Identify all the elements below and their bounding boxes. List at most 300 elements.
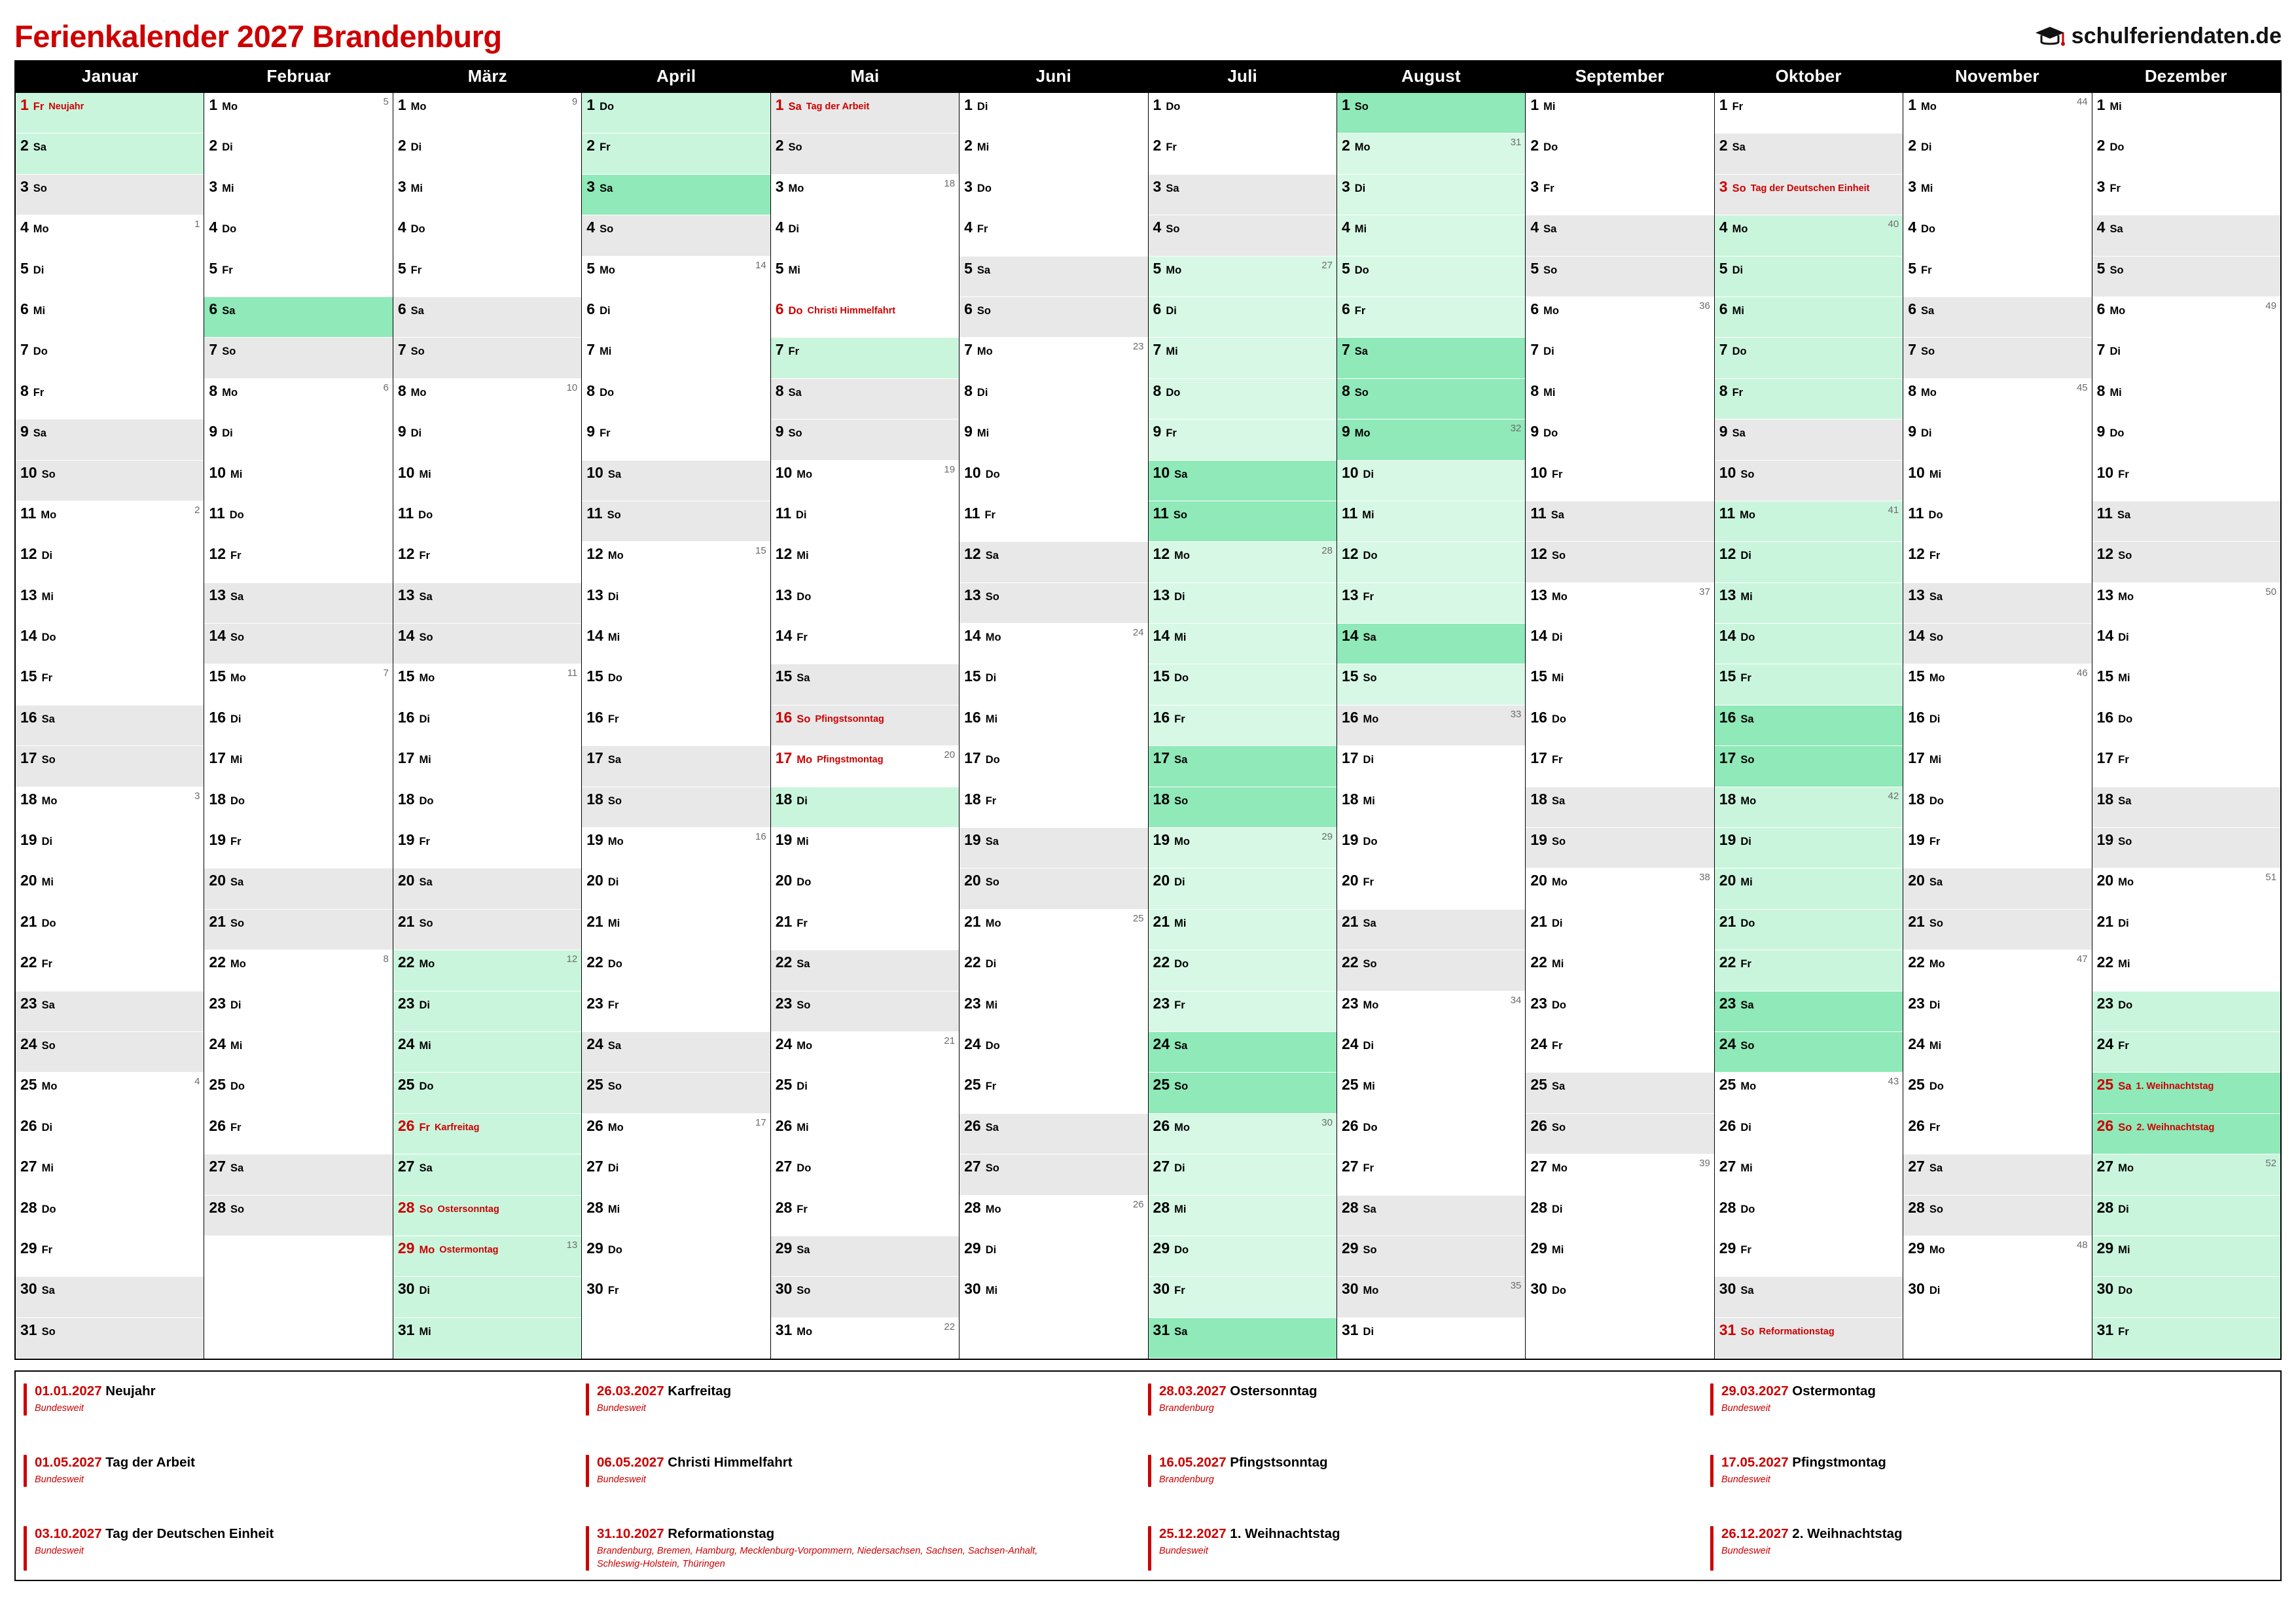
day-cell[interactable]: [2092, 1114, 2280, 1154]
day-cell[interactable]: [2092, 1277, 2280, 1317]
day-cell[interactable]: [393, 175, 581, 215]
day-cell[interactable]: [16, 1318, 204, 1359]
day-cell[interactable]: [2092, 461, 2280, 501]
day-cell[interactable]: [1715, 664, 1903, 705]
day-cell[interactable]: [960, 1277, 1147, 1317]
day-cell[interactable]: [1715, 1073, 1903, 1113]
day-cell[interactable]: [204, 134, 392, 174]
day-cell[interactable]: [582, 419, 770, 460]
day-cell[interactable]: [393, 419, 581, 460]
day-cell[interactable]: [582, 746, 770, 787]
day-cell[interactable]: [1337, 1114, 1525, 1154]
day-cell[interactable]: [771, 175, 959, 215]
day-cell[interactable]: [1715, 93, 1903, 134]
day-cell[interactable]: [16, 950, 204, 991]
day-cell[interactable]: [1526, 419, 1713, 460]
day-cell[interactable]: [393, 338, 581, 378]
day-cell[interactable]: [960, 175, 1147, 215]
day-cell[interactable]: [1149, 1236, 1336, 1277]
day-cell[interactable]: [16, 583, 204, 624]
day-cell[interactable]: [1715, 1032, 1903, 1073]
day-cell[interactable]: [2092, 746, 2280, 787]
day-cell[interactable]: [204, 705, 392, 746]
day-cell[interactable]: [16, 297, 204, 338]
day-cell[interactable]: [1903, 828, 2091, 868]
day-cell[interactable]: [1337, 950, 1525, 991]
day-cell[interactable]: [1903, 175, 2091, 215]
day-cell[interactable]: [16, 542, 204, 582]
day-cell[interactable]: [960, 1073, 1147, 1113]
day-cell[interactable]: [1337, 501, 1525, 542]
day-cell[interactable]: [393, 542, 581, 582]
day-cell[interactable]: [771, 257, 959, 297]
day-cell[interactable]: [1715, 1154, 1903, 1195]
day-cell[interactable]: [1715, 215, 1903, 256]
day-cell[interactable]: [1337, 910, 1525, 950]
day-cell[interactable]: [1149, 950, 1336, 991]
day-cell[interactable]: [582, 501, 770, 542]
day-cell[interactable]: [960, 1236, 1147, 1277]
day-cell[interactable]: [393, 1114, 581, 1154]
day-cell[interactable]: [771, 461, 959, 501]
day-cell[interactable]: [393, 583, 581, 624]
day-cell[interactable]: [1337, 787, 1525, 828]
day-cell[interactable]: [204, 1114, 392, 1154]
day-cell[interactable]: [204, 501, 392, 542]
day-cell[interactable]: [2092, 419, 2280, 460]
day-cell[interactable]: [204, 419, 392, 460]
day-cell[interactable]: [204, 175, 392, 215]
day-cell[interactable]: [1903, 787, 2091, 828]
day-cell[interactable]: [1149, 501, 1336, 542]
day-cell[interactable]: [582, 868, 770, 909]
day-cell[interactable]: [1149, 705, 1336, 746]
day-cell[interactable]: [1903, 419, 2091, 460]
day-cell[interactable]: [960, 1032, 1147, 1073]
day-cell[interactable]: [393, 868, 581, 909]
day-cell[interactable]: [2092, 93, 2280, 134]
day-cell[interactable]: [16, 419, 204, 460]
day-cell[interactable]: [1337, 991, 1525, 1032]
day-cell[interactable]: [1715, 501, 1903, 542]
day-cell[interactable]: [16, 1032, 204, 1073]
day-cell[interactable]: [1526, 379, 1713, 419]
day-cell[interactable]: [393, 1318, 581, 1359]
day-cell[interactable]: [16, 1114, 204, 1154]
day-cell[interactable]: [771, 828, 959, 868]
day-cell[interactable]: [1715, 746, 1903, 787]
day-cell[interactable]: [771, 1318, 959, 1359]
day-cell[interactable]: [204, 583, 392, 624]
day-cell[interactable]: [771, 1032, 959, 1073]
day-cell[interactable]: [771, 419, 959, 460]
day-cell[interactable]: [2092, 257, 2280, 297]
day-cell[interactable]: [771, 1114, 959, 1154]
day-cell[interactable]: [1337, 1154, 1525, 1195]
day-cell[interactable]: [1903, 910, 2091, 950]
day-cell[interactable]: [393, 1032, 581, 1073]
day-cell[interactable]: [2092, 215, 2280, 256]
day-cell[interactable]: [1149, 461, 1336, 501]
day-cell[interactable]: [393, 134, 581, 174]
day-cell[interactable]: [582, 1277, 770, 1317]
day-cell[interactable]: [771, 379, 959, 419]
day-cell[interactable]: [2092, 910, 2280, 950]
day-cell[interactable]: [960, 910, 1147, 950]
day-cell[interactable]: [16, 868, 204, 909]
day-cell[interactable]: [771, 950, 959, 991]
day-cell[interactable]: [204, 1032, 392, 1073]
day-cell[interactable]: [1526, 461, 1713, 501]
day-cell[interactable]: [2092, 787, 2280, 828]
day-cell[interactable]: [1526, 787, 1713, 828]
day-cell[interactable]: [960, 134, 1147, 174]
day-cell[interactable]: [1149, 379, 1336, 419]
day-cell[interactable]: [582, 910, 770, 950]
day-cell[interactable]: [1149, 257, 1336, 297]
day-cell[interactable]: [204, 379, 392, 419]
day-cell[interactable]: [771, 297, 959, 338]
day-cell[interactable]: [1149, 910, 1336, 950]
day-cell[interactable]: [16, 134, 204, 174]
day-cell[interactable]: [393, 664, 581, 705]
day-cell[interactable]: [1526, 746, 1713, 787]
day-cell[interactable]: [2092, 175, 2280, 215]
day-cell[interactable]: [204, 215, 392, 256]
day-cell[interactable]: [960, 93, 1147, 134]
day-cell[interactable]: [582, 1073, 770, 1113]
day-cell[interactable]: [960, 828, 1147, 868]
day-cell[interactable]: [1903, 1196, 2091, 1236]
day-cell[interactable]: [393, 379, 581, 419]
day-cell[interactable]: [1715, 583, 1903, 624]
day-cell[interactable]: [1337, 1277, 1525, 1317]
day-cell[interactable]: [1715, 868, 1903, 909]
day-cell[interactable]: [1149, 787, 1336, 828]
day-cell[interactable]: [960, 297, 1147, 338]
day-cell[interactable]: [393, 1073, 581, 1113]
day-cell[interactable]: [393, 1277, 581, 1317]
day-cell[interactable]: [1903, 624, 2091, 664]
day-cell[interactable]: [582, 93, 770, 134]
day-cell[interactable]: [1526, 1277, 1713, 1317]
day-cell[interactable]: [771, 1277, 959, 1317]
day-cell[interactable]: [1149, 1196, 1336, 1236]
day-cell[interactable]: [771, 215, 959, 256]
day-cell[interactable]: [1715, 134, 1903, 174]
day-cell[interactable]: [16, 910, 204, 950]
day-cell[interactable]: [204, 868, 392, 909]
day-cell[interactable]: [1149, 419, 1336, 460]
day-cell[interactable]: [771, 1073, 959, 1113]
day-cell[interactable]: [16, 379, 204, 419]
day-cell[interactable]: [582, 461, 770, 501]
day-cell[interactable]: [1526, 624, 1713, 664]
day-cell[interactable]: [1337, 93, 1525, 134]
day-cell[interactable]: [393, 746, 581, 787]
day-cell[interactable]: [2092, 624, 2280, 664]
day-cell[interactable]: [771, 134, 959, 174]
day-cell[interactable]: [1526, 93, 1713, 134]
day-cell[interactable]: [16, 1073, 204, 1113]
day-cell[interactable]: [1337, 868, 1525, 909]
day-cell[interactable]: [1337, 257, 1525, 297]
day-cell[interactable]: [1903, 215, 2091, 256]
day-cell[interactable]: [204, 624, 392, 664]
day-cell[interactable]: [960, 542, 1147, 582]
day-cell[interactable]: [1526, 828, 1713, 868]
day-cell[interactable]: [771, 705, 959, 746]
day-cell[interactable]: [960, 338, 1147, 378]
day-cell[interactable]: [2092, 1154, 2280, 1195]
day-cell[interactable]: [1149, 93, 1336, 134]
day-cell[interactable]: [1526, 1073, 1713, 1113]
day-cell[interactable]: [1337, 1073, 1525, 1113]
day-cell[interactable]: [1715, 1114, 1903, 1154]
day-cell[interactable]: [1337, 297, 1525, 338]
day-cell[interactable]: [960, 1114, 1147, 1154]
day-cell[interactable]: [960, 1196, 1147, 1236]
day-cell[interactable]: [1903, 1236, 2091, 1277]
day-cell[interactable]: [771, 542, 959, 582]
day-cell[interactable]: [393, 461, 581, 501]
day-cell[interactable]: [1903, 950, 2091, 991]
day-cell[interactable]: [771, 93, 959, 134]
day-cell[interactable]: [1903, 338, 2091, 378]
day-cell[interactable]: [393, 910, 581, 950]
day-cell[interactable]: [2092, 868, 2280, 909]
day-cell[interactable]: [204, 664, 392, 705]
day-cell[interactable]: [1149, 215, 1336, 256]
day-cell[interactable]: [1526, 1154, 1713, 1195]
day-cell[interactable]: [393, 93, 581, 134]
day-cell[interactable]: [16, 175, 204, 215]
day-cell[interactable]: [1903, 868, 2091, 909]
day-cell[interactable]: [1715, 1196, 1903, 1236]
day-cell[interactable]: [771, 664, 959, 705]
day-cell[interactable]: [1149, 1032, 1336, 1073]
day-cell[interactable]: [1715, 1236, 1903, 1277]
day-cell[interactable]: [1526, 542, 1713, 582]
day-cell[interactable]: [204, 297, 392, 338]
day-cell[interactable]: [1715, 910, 1903, 950]
day-cell[interactable]: [16, 93, 204, 134]
day-cell[interactable]: [960, 583, 1147, 624]
day-cell[interactable]: [2092, 297, 2280, 338]
day-cell[interactable]: [582, 215, 770, 256]
day-cell[interactable]: [2092, 338, 2280, 378]
day-cell[interactable]: [582, 828, 770, 868]
day-cell[interactable]: [1715, 542, 1903, 582]
day-cell[interactable]: [771, 583, 959, 624]
day-cell[interactable]: [204, 542, 392, 582]
day-cell[interactable]: [1715, 297, 1903, 338]
day-cell[interactable]: [204, 1154, 392, 1195]
day-cell[interactable]: [393, 1236, 581, 1277]
day-cell[interactable]: [1903, 991, 2091, 1032]
day-cell[interactable]: [1337, 1196, 1525, 1236]
day-cell[interactable]: [771, 501, 959, 542]
day-cell[interactable]: [1337, 542, 1525, 582]
day-cell[interactable]: [2092, 1032, 2280, 1073]
day-cell[interactable]: [204, 461, 392, 501]
day-cell[interactable]: [1526, 501, 1713, 542]
day-cell[interactable]: [771, 746, 959, 787]
day-cell[interactable]: [1903, 1277, 2091, 1317]
day-cell[interactable]: [393, 991, 581, 1032]
day-cell[interactable]: [2092, 991, 2280, 1032]
day-cell[interactable]: [1526, 134, 1713, 174]
day-cell[interactable]: [582, 338, 770, 378]
day-cell[interactable]: [2092, 1236, 2280, 1277]
day-cell[interactable]: [960, 624, 1147, 664]
day-cell[interactable]: [1337, 1236, 1525, 1277]
day-cell[interactable]: [960, 257, 1147, 297]
day-cell[interactable]: [1526, 297, 1713, 338]
day-cell[interactable]: [16, 624, 204, 664]
day-cell[interactable]: [960, 1154, 1147, 1195]
day-cell[interactable]: [1149, 1114, 1336, 1154]
day-cell[interactable]: [393, 501, 581, 542]
day-cell[interactable]: [582, 1154, 770, 1195]
day-cell[interactable]: [2092, 501, 2280, 542]
site-brand[interactable]: [2035, 24, 2282, 49]
day-cell[interactable]: [1715, 828, 1903, 868]
day-cell[interactable]: [582, 991, 770, 1032]
day-cell[interactable]: [960, 501, 1147, 542]
day-cell[interactable]: [1149, 664, 1336, 705]
day-cell[interactable]: [960, 419, 1147, 460]
day-cell[interactable]: [1149, 175, 1336, 215]
day-cell[interactable]: [204, 1073, 392, 1113]
day-cell[interactable]: [1526, 910, 1713, 950]
day-cell[interactable]: [2092, 705, 2280, 746]
day-cell[interactable]: [1715, 257, 1903, 297]
day-cell[interactable]: [204, 257, 392, 297]
day-cell[interactable]: [1715, 787, 1903, 828]
day-cell[interactable]: [582, 542, 770, 582]
day-cell[interactable]: [2092, 664, 2280, 705]
day-cell[interactable]: [1903, 583, 2091, 624]
day-cell[interactable]: [16, 1236, 204, 1277]
day-cell[interactable]: [16, 664, 204, 705]
day-cell[interactable]: [1526, 950, 1713, 991]
day-cell[interactable]: [1337, 746, 1525, 787]
day-cell[interactable]: [1337, 624, 1525, 664]
day-cell[interactable]: [393, 705, 581, 746]
day-cell[interactable]: [771, 910, 959, 950]
day-cell[interactable]: [16, 1196, 204, 1236]
day-cell[interactable]: [393, 787, 581, 828]
day-cell[interactable]: [393, 950, 581, 991]
day-cell[interactable]: [1903, 705, 2091, 746]
day-cell[interactable]: [1337, 1032, 1525, 1073]
day-cell[interactable]: [582, 1032, 770, 1073]
day-cell[interactable]: [1337, 583, 1525, 624]
day-cell[interactable]: [1903, 297, 2091, 338]
day-cell[interactable]: [960, 991, 1147, 1032]
day-cell[interactable]: [1337, 215, 1525, 256]
day-cell[interactable]: [16, 1277, 204, 1317]
day-cell[interactable]: [393, 215, 581, 256]
day-cell[interactable]: [1903, 1154, 2091, 1195]
day-cell[interactable]: [1526, 583, 1713, 624]
day-cell[interactable]: [1526, 1032, 1713, 1073]
day-cell[interactable]: [1337, 379, 1525, 419]
day-cell[interactable]: [2092, 542, 2280, 582]
day-cell[interactable]: [1715, 461, 1903, 501]
day-cell[interactable]: [2092, 950, 2280, 991]
day-cell[interactable]: [771, 868, 959, 909]
day-cell[interactable]: [960, 664, 1147, 705]
day-cell[interactable]: [582, 257, 770, 297]
day-cell[interactable]: [582, 1196, 770, 1236]
day-cell[interactable]: [582, 134, 770, 174]
day-cell[interactable]: [1903, 379, 2091, 419]
day-cell[interactable]: [16, 828, 204, 868]
day-cell[interactable]: [2092, 134, 2280, 174]
day-cell[interactable]: [1149, 542, 1336, 582]
day-cell[interactable]: [2092, 828, 2280, 868]
day-cell[interactable]: [2092, 583, 2280, 624]
day-cell[interactable]: [204, 1196, 392, 1236]
day-cell[interactable]: [582, 297, 770, 338]
day-cell[interactable]: [204, 828, 392, 868]
day-cell[interactable]: [393, 828, 581, 868]
day-cell[interactable]: [771, 338, 959, 378]
day-cell[interactable]: [582, 583, 770, 624]
day-cell[interactable]: [204, 991, 392, 1032]
day-cell[interactable]: [960, 950, 1147, 991]
day-cell[interactable]: [16, 215, 204, 256]
day-cell[interactable]: [960, 705, 1147, 746]
day-cell[interactable]: [582, 175, 770, 215]
day-cell[interactable]: [1526, 257, 1713, 297]
day-cell[interactable]: [1715, 1318, 1903, 1359]
day-cell[interactable]: [1149, 297, 1336, 338]
day-cell[interactable]: [16, 501, 204, 542]
day-cell[interactable]: [771, 787, 959, 828]
day-cell[interactable]: [16, 1154, 204, 1195]
day-cell[interactable]: [771, 991, 959, 1032]
day-cell[interactable]: [2092, 1196, 2280, 1236]
day-cell[interactable]: [1715, 419, 1903, 460]
day-cell[interactable]: [1526, 1114, 1713, 1154]
day-cell[interactable]: [1903, 542, 2091, 582]
day-cell[interactable]: [204, 338, 392, 378]
day-cell[interactable]: [204, 787, 392, 828]
day-cell[interactable]: [2092, 1073, 2280, 1113]
day-cell[interactable]: [960, 215, 1147, 256]
day-cell[interactable]: [582, 950, 770, 991]
day-cell[interactable]: [1149, 1318, 1336, 1359]
day-cell[interactable]: [1149, 1073, 1336, 1113]
day-cell[interactable]: [1715, 338, 1903, 378]
day-cell[interactable]: [1526, 1236, 1713, 1277]
day-cell[interactable]: [1337, 664, 1525, 705]
day-cell[interactable]: [1903, 664, 2091, 705]
day-cell[interactable]: [960, 868, 1147, 909]
day-cell[interactable]: [1337, 419, 1525, 460]
day-cell[interactable]: [960, 379, 1147, 419]
day-cell[interactable]: [1149, 828, 1336, 868]
day-cell[interactable]: [1337, 828, 1525, 868]
day-cell[interactable]: [16, 257, 204, 297]
day-cell[interactable]: [393, 1154, 581, 1195]
day-cell[interactable]: [1337, 338, 1525, 378]
day-cell[interactable]: [2092, 1318, 2280, 1359]
day-cell[interactable]: [582, 787, 770, 828]
